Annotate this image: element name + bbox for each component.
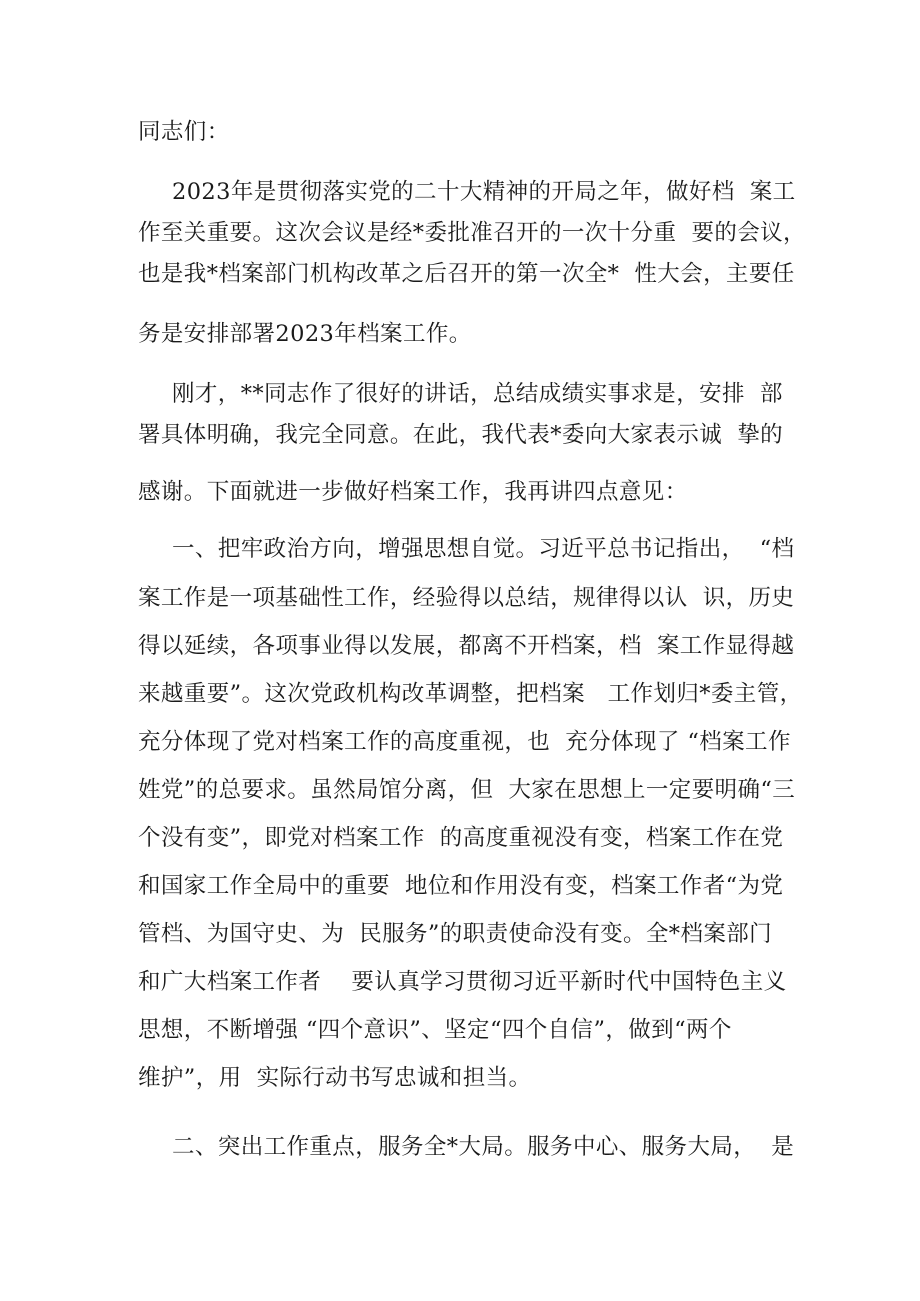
paragraph-3-line-10: 和广大档案工作者 要认真学习贯彻习近平新时代中国特色主义 bbox=[138, 969, 787, 995]
paragraph-3-line-3: 得以延续，各项事业得以发展，都离不开档案，档 案工作显得越 bbox=[138, 633, 795, 659]
paragraph-2-line-2: 署具体明确，我完全同意。在此，我代表*委向大家表示诚 挚的 bbox=[138, 422, 784, 448]
paragraph-1-line-4: 务是安排部署2023年档案工作。 bbox=[138, 321, 472, 347]
paragraph-3-line-7: 个没有变”，即党对档案工作 的高度重视没有变，档案工作在党 bbox=[138, 825, 784, 851]
paragraph-3-line-4: 来越重要”。这次党政机构改革调整，把档案 工作划归*委主管， bbox=[138, 681, 803, 707]
paragraph-3-line-11: 思想，不断增强 “四个意识”、坚定“四个自信”，做到“两个 bbox=[138, 1017, 732, 1043]
paragraph-3-line-9: 管档、为国守史、为 民服务”的职责使命没有变。全*档案部门 bbox=[138, 921, 773, 947]
paragraph-3-line-2: 案工作是一项基础性工作，经验得以总结，规律得以认 识，历史 bbox=[138, 585, 795, 611]
paragraph-1-line-2: 作至关重要。这次会议是经*委批准召开的一次十分重 要的会议， bbox=[138, 220, 806, 246]
paragraph-3-line-5: 充分体现了党对档案工作的高度重视，也 充分体现了 “档案工作 bbox=[138, 729, 791, 755]
paragraph-3-line-6: 姓党”的总要求。虽然局馆分离，但 大家在思想上一定要明确“三 bbox=[138, 777, 796, 803]
paragraph-3-line-1: 一、把牢政治方向，增强思想自觉。习近平总书记指出， “档 bbox=[172, 536, 795, 562]
salutation-line: 同志们： bbox=[138, 119, 230, 145]
paragraph-3-line-12: 维护”，用 实际行动书写忠诚和担当。 bbox=[138, 1065, 532, 1091]
paragraph-2-line-1: 刚才，**同志作了很好的讲话，总结成绩实事求是，安排 部 bbox=[172, 381, 783, 407]
paragraph-4-line-1: 二、突出工作重点，服务全*大局。服务中心、服务大局， 是 bbox=[172, 1134, 795, 1160]
paragraph-2-line-3: 感谢。下面就进一步做好档案工作，我再讲四点意见： bbox=[138, 479, 688, 505]
paragraph-3-line-8: 和国家工作全局中的重要 地位和作用没有变，档案工作者“为党 bbox=[138, 873, 784, 899]
paragraph-1-line-3: 也是我*档案部门机构改革之后召开的第一次全* 性大会，主要任 bbox=[138, 261, 795, 287]
paragraph-1-line-1: 2023年是贯彻落实党的二十大精神的开局之年，做好档 案工 bbox=[172, 179, 796, 205]
